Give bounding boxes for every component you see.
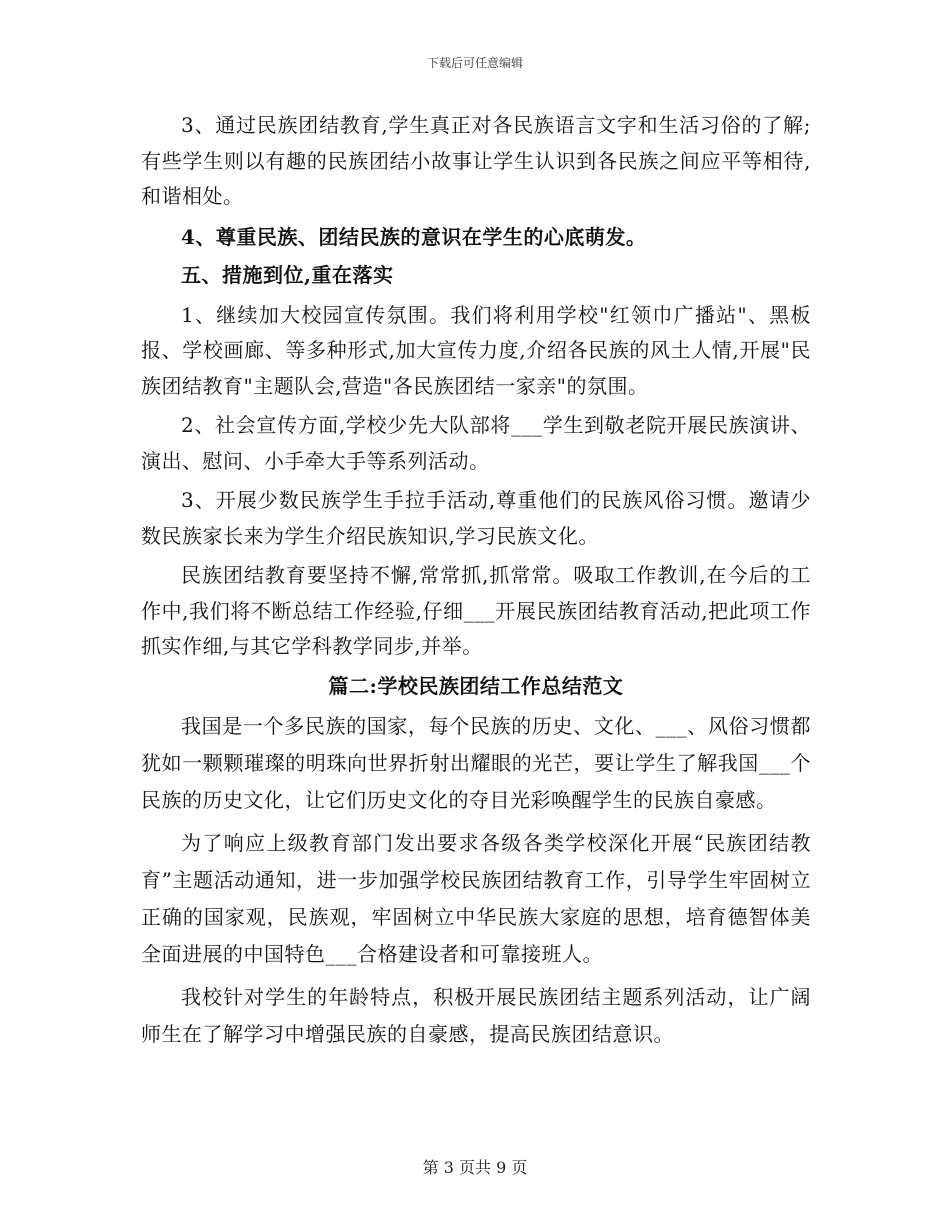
page-footer: 第 3 页共 9 页 bbox=[422, 1158, 528, 1177]
paragraph-measure-2: 2、社会宣传方面,学校少先大队部将___学生到敬老院开展民族演讲、演出、慰问、小手牵大手等系列活动。 bbox=[141, 413, 811, 473]
article-two-title: 篇二:学校民族团结工作总结范文 bbox=[328, 673, 624, 698]
section-heading-measures: 五、措施到位,重在落实 bbox=[181, 263, 394, 287]
paragraph-measure-3: 3、开展少数民族学生手拉手活动,尊重他们的民族风俗习惯。邀请少数民族家长来为学生介绍民族知识,学习民族文化。 bbox=[141, 488, 811, 548]
paragraph-4-bold: 4、尊重民族、团结民族的意识在学生的心底萌发。 bbox=[181, 224, 647, 249]
paragraph-response: 为了响应上级教育部门发出要求各级各类学校深化开展“民族团结教育”主题活动通知，进一步加强学校民族团结教育工作，引导学生牢固树立正确的国家观，民族观，牢固树立中华民族大家庭的思想，培育德智体美全面进展的中国特色___合格建设者和可靠接班人。 bbox=[141, 830, 811, 966]
paragraph-3: 3、通过民族团结教育,学生真正对各民族语言文字和生活习俗的了解;有些学生则以有趣的民族团结小故事让学生认识到各民族之间应平等相待,和谐相处。 bbox=[141, 113, 811, 208]
paragraph-conclusion: 民族团结教育要坚持不懈,常常抓,抓常常。吸取工作教训,在今后的工作中,我们将不断总结工作经验,仔细___开展民族团结教育活动,把此项工作抓实作细,与其它学科教学同步,并举。 bbox=[141, 563, 811, 658]
paragraph-activities: 我校针对学生的年龄特点，积极开展民族团结主题系列活动，让广阔师生在了解学习中增强民族的自豪感，提高民族团结意识。 bbox=[141, 984, 811, 1046]
paragraph-measure-1: 1、继续加大校园宣传氛围。我们将利用学校"红领巾广播站"、黑板报、学校画廊、等多种形式,加大宣传力度,介绍各民族的风土人情,开展"民族团结教育"主题队会,营造"各民族团结一家亲"的氛围。 bbox=[141, 302, 811, 398]
page-header: 下载后可任意编辑 bbox=[426, 56, 523, 70]
paragraph-intro: 我国是一个多民族的国家，每个民族的历史、文化、___、风俗习惯都犹如一颗颗璀璨的明珠向世界折射出耀眼的光芒，要让学生了解我国___个民族的历史文化，让它们历史文化的夺目光彩唤醒学生的民族自豪感。 bbox=[141, 713, 811, 812]
document-body bbox=[141, 108, 811, 1053]
